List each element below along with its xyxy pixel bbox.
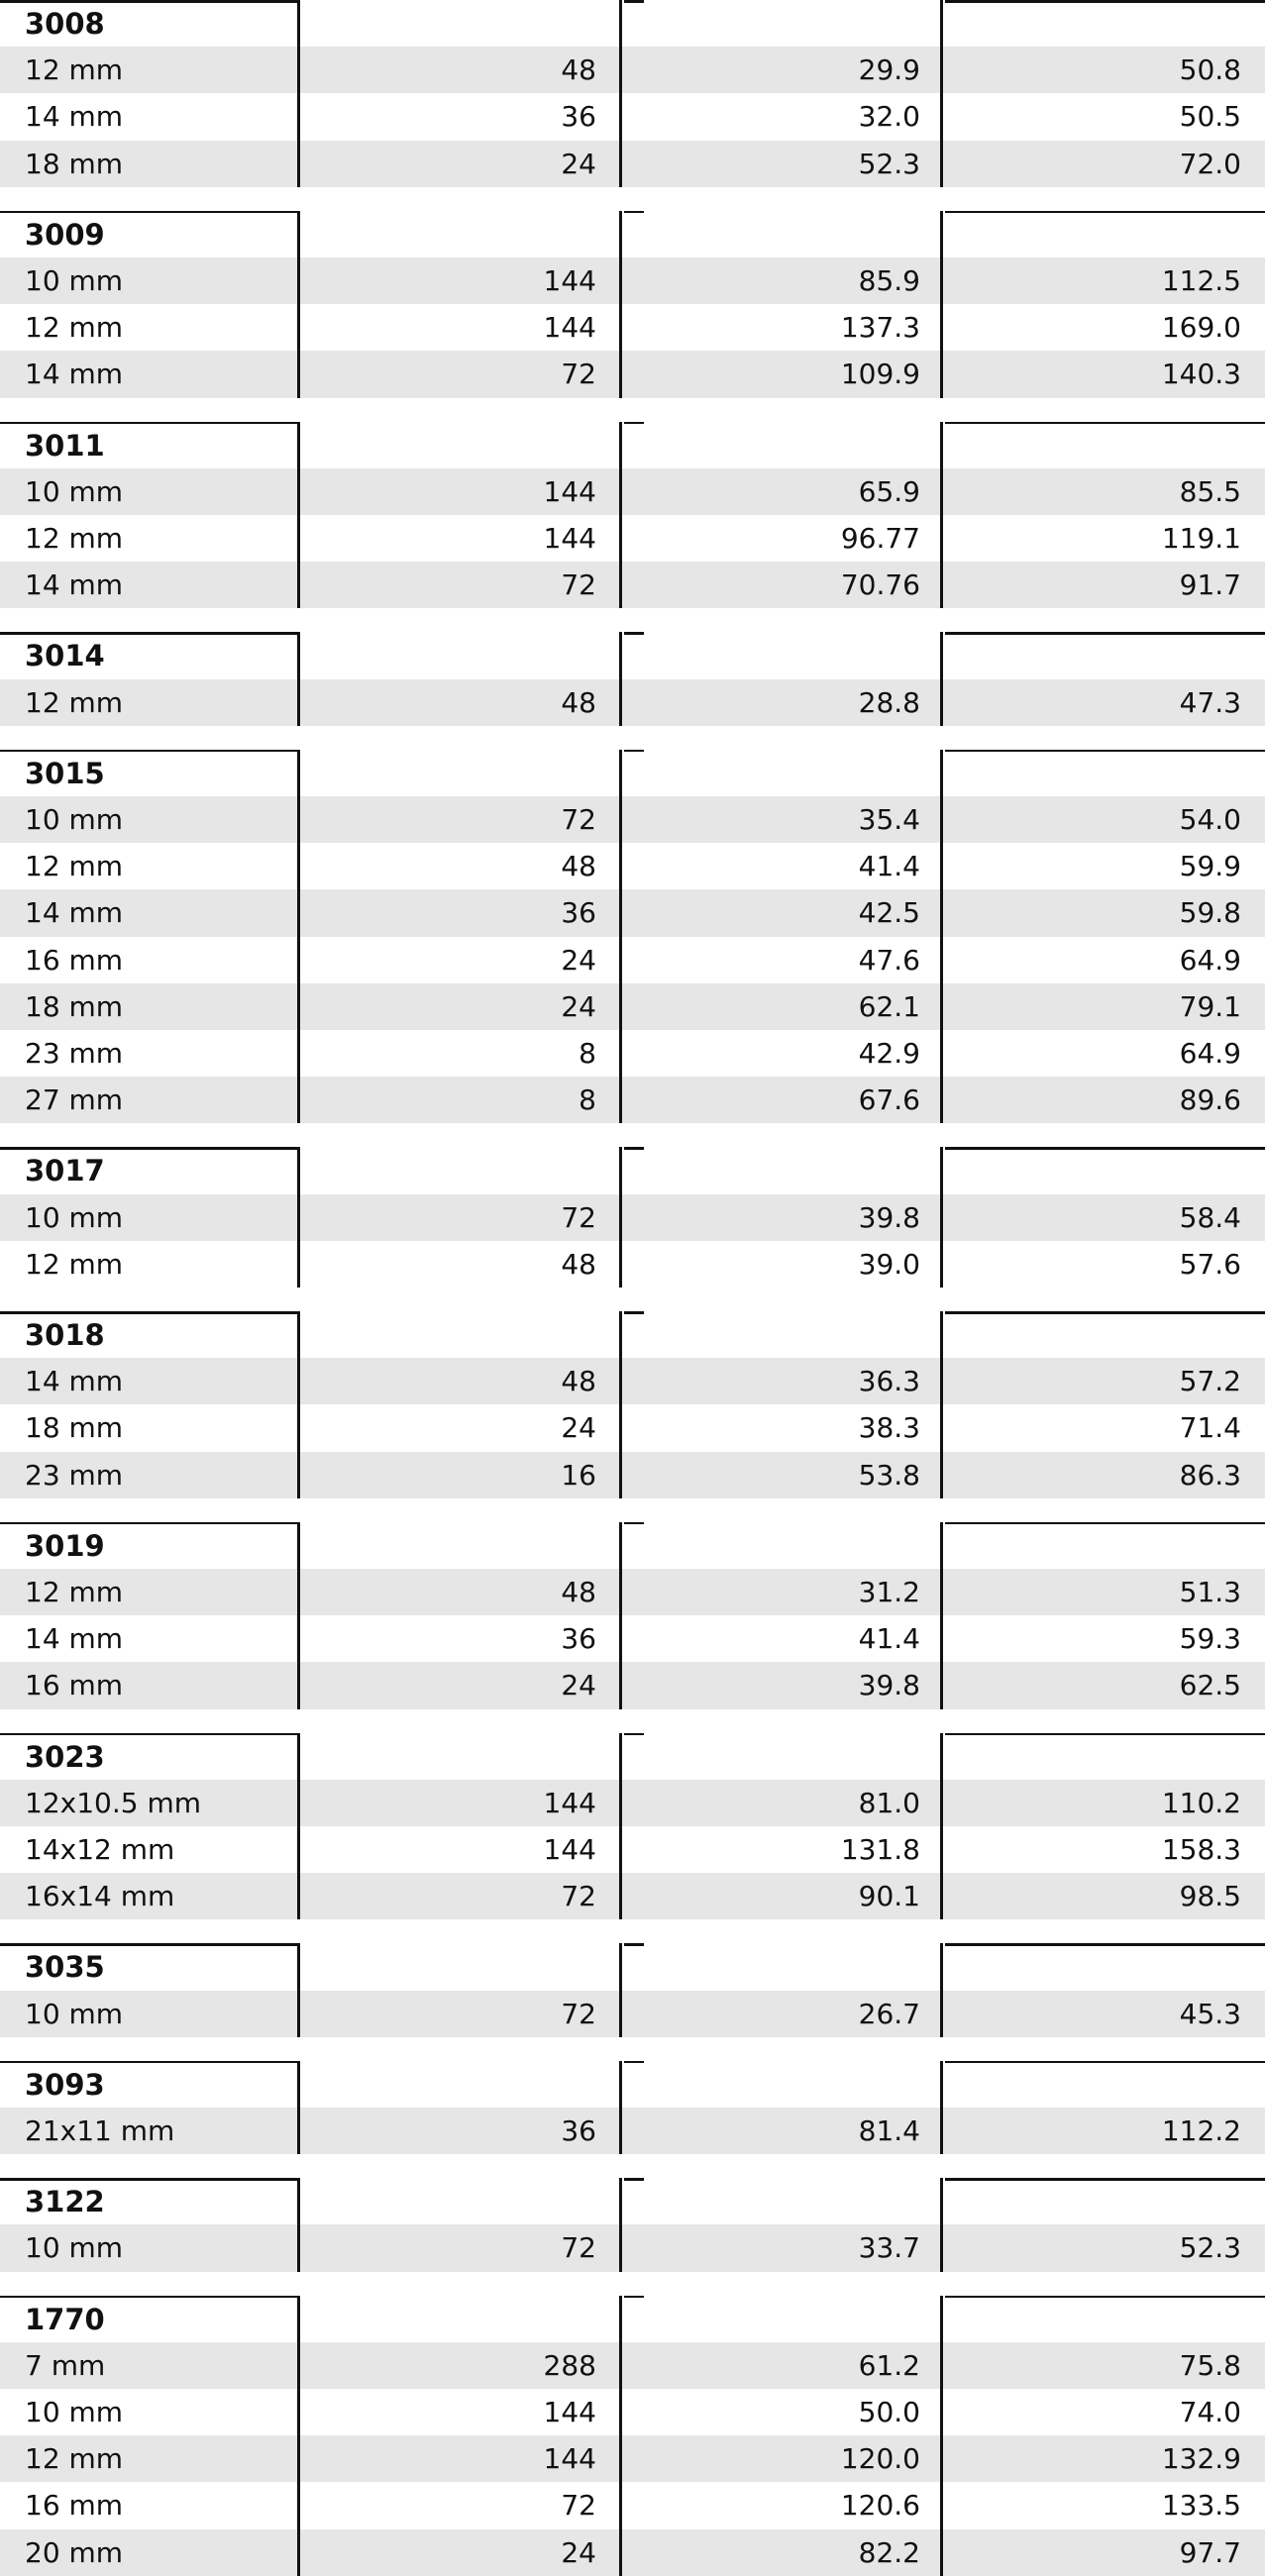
product-group bbox=[0, 1147, 1265, 1288]
group-top-border bbox=[945, 1943, 966, 1946]
column-divider bbox=[619, 1311, 622, 1498]
quantity-cell: 144 bbox=[543, 2395, 596, 2428]
group-top-border bbox=[965, 2178, 1265, 2181]
weight-cell: 61.2 bbox=[858, 2348, 920, 2382]
gross-weight-cell: 62.5 bbox=[1179, 1669, 1241, 1702]
gross-weight-cell: 50.8 bbox=[1179, 53, 1241, 87]
table-row bbox=[0, 93, 1265, 140]
group-top-border bbox=[0, 1147, 299, 1150]
gross-weight-cell: 59.9 bbox=[1179, 850, 1241, 883]
weight-cell: 70.76 bbox=[840, 568, 920, 602]
table-row bbox=[0, 796, 1265, 843]
gross-weight-cell: 112.2 bbox=[1161, 2113, 1241, 2147]
group-top-border bbox=[965, 632, 1265, 635]
table-row bbox=[0, 1873, 1265, 1919]
group-top-border bbox=[624, 1733, 645, 1736]
size-cell: 12 mm bbox=[25, 53, 124, 87]
gross-weight-cell: 64.9 bbox=[1179, 1036, 1241, 1070]
group-code: 3011 bbox=[25, 428, 105, 463]
gross-weight-cell: 75.8 bbox=[1179, 2348, 1241, 2382]
weight-cell: 90.1 bbox=[858, 1880, 920, 1913]
gross-weight-cell: 59.3 bbox=[1179, 1622, 1241, 1656]
column-divider bbox=[297, 1522, 300, 1709]
table-row bbox=[0, 1030, 1265, 1077]
size-cell: 10 mm bbox=[25, 2395, 124, 2428]
column-divider bbox=[619, 2061, 622, 2154]
group-top-border bbox=[0, 750, 299, 753]
table-row bbox=[0, 983, 1265, 1030]
weight-cell: 109.9 bbox=[840, 358, 920, 391]
column-divider bbox=[940, 211, 943, 398]
table-row bbox=[0, 2435, 1265, 2482]
product-group bbox=[0, 2178, 1265, 2271]
product-group bbox=[0, 1733, 1265, 1920]
product-group bbox=[0, 2061, 1265, 2154]
weight-cell: 31.2 bbox=[858, 1575, 920, 1608]
column-divider bbox=[940, 422, 943, 609]
group-top-border bbox=[624, 211, 645, 214]
group-top-border bbox=[945, 1147, 966, 1150]
quantity-cell: 8 bbox=[579, 1036, 596, 1070]
size-cell: 14 mm bbox=[25, 100, 124, 134]
column-divider bbox=[619, 1943, 622, 2036]
size-cell: 10 mm bbox=[25, 474, 124, 508]
size-cell: 18 mm bbox=[25, 147, 124, 180]
table-row bbox=[0, 468, 1265, 515]
group-top-border bbox=[624, 750, 645, 753]
table-row bbox=[0, 1780, 1265, 1826]
size-cell: 7 mm bbox=[25, 2348, 106, 2382]
table-row bbox=[0, 1452, 1265, 1498]
quantity-cell: 144 bbox=[543, 311, 596, 345]
gross-weight-cell: 79.1 bbox=[1179, 989, 1241, 1023]
size-cell: 14x12 mm bbox=[25, 1832, 175, 1866]
group-top-border bbox=[0, 1311, 299, 1314]
column-divider bbox=[297, 632, 300, 725]
quantity-cell: 288 bbox=[543, 2348, 596, 2382]
size-cell: 12x10.5 mm bbox=[25, 1786, 201, 1819]
group-code: 3017 bbox=[25, 1154, 105, 1188]
size-cell: 10 mm bbox=[25, 2231, 124, 2265]
group-code: 3023 bbox=[25, 1739, 105, 1774]
quantity-cell: 48 bbox=[561, 1247, 596, 1281]
group-top-border bbox=[945, 1311, 966, 1314]
gross-weight-cell: 71.4 bbox=[1179, 1411, 1241, 1445]
quantity-cell: 48 bbox=[561, 1365, 596, 1398]
weight-cell: 82.2 bbox=[858, 2535, 920, 2569]
column-divider bbox=[297, 1943, 300, 2036]
group-top-border bbox=[624, 1311, 645, 1314]
group-top-border bbox=[965, 2296, 1265, 2299]
gross-weight-cell: 57.6 bbox=[1179, 1247, 1241, 1281]
size-cell: 12 mm bbox=[25, 311, 124, 345]
size-cell: 12 mm bbox=[25, 521, 124, 555]
column-divider bbox=[297, 2178, 300, 2271]
gross-weight-cell: 169.0 bbox=[1161, 311, 1241, 345]
size-cell: 20 mm bbox=[25, 2535, 124, 2569]
product-group bbox=[0, 632, 1265, 725]
product-group bbox=[0, 211, 1265, 398]
gross-weight-cell: 119.1 bbox=[1161, 521, 1241, 555]
group-top-border bbox=[0, 1522, 299, 1525]
gross-weight-cell: 52.3 bbox=[1179, 2231, 1241, 2265]
product-group bbox=[0, 2296, 1265, 2576]
weight-cell: 41.4 bbox=[858, 850, 920, 883]
weight-cell: 39.8 bbox=[858, 1200, 920, 1234]
column-divider bbox=[619, 422, 622, 609]
column-divider bbox=[940, 1943, 943, 2036]
group-top-border bbox=[0, 1943, 299, 1946]
group-top-border bbox=[965, 1311, 1265, 1314]
quantity-cell: 144 bbox=[543, 1786, 596, 1819]
weight-cell: 29.9 bbox=[858, 53, 920, 87]
quantity-cell: 72 bbox=[561, 1997, 596, 2030]
column-divider bbox=[940, 632, 943, 725]
table-row bbox=[0, 2482, 1265, 2528]
table-row bbox=[0, 141, 1265, 187]
quantity-cell: 36 bbox=[561, 100, 596, 134]
gross-weight-cell: 140.3 bbox=[1161, 358, 1241, 391]
table-row bbox=[0, 47, 1265, 93]
table-row bbox=[0, 679, 1265, 726]
gross-weight-cell: 112.5 bbox=[1161, 263, 1241, 297]
table-row bbox=[0, 1358, 1265, 1404]
group-top-border bbox=[0, 211, 299, 214]
table-row bbox=[0, 937, 1265, 983]
group-top-border bbox=[945, 422, 966, 425]
quantity-cell: 24 bbox=[561, 147, 596, 180]
group-top-border bbox=[0, 1733, 299, 1736]
weight-cell: 137.3 bbox=[840, 311, 920, 345]
column-divider bbox=[619, 750, 622, 1124]
group-code: 3035 bbox=[25, 1950, 105, 1985]
size-cell: 14 mm bbox=[25, 896, 124, 930]
table-row bbox=[0, 843, 1265, 889]
column-divider bbox=[940, 2061, 943, 2154]
table-row bbox=[0, 304, 1265, 351]
group-top-border bbox=[624, 422, 645, 425]
weight-cell: 120.0 bbox=[840, 2442, 920, 2476]
column-divider bbox=[940, 750, 943, 1124]
table-row bbox=[0, 2529, 1265, 2576]
size-cell: 12 mm bbox=[25, 2442, 124, 2476]
quantity-cell: 144 bbox=[543, 2442, 596, 2476]
group-code: 3015 bbox=[25, 756, 105, 790]
group-top-border bbox=[965, 422, 1265, 425]
column-divider bbox=[940, 1311, 943, 1498]
size-cell: 16 mm bbox=[25, 943, 124, 977]
column-divider bbox=[297, 750, 300, 1124]
quantity-cell: 144 bbox=[543, 521, 596, 555]
weight-cell: 65.9 bbox=[858, 474, 920, 508]
group-top-border bbox=[965, 211, 1265, 214]
group-code: 1770 bbox=[25, 2302, 105, 2336]
group-top-border bbox=[945, 750, 966, 753]
size-cell: 18 mm bbox=[25, 989, 124, 1023]
group-top-border bbox=[965, 0, 1265, 3]
quantity-cell: 72 bbox=[561, 802, 596, 836]
size-cell: 12 mm bbox=[25, 1575, 124, 1608]
weight-cell: 32.0 bbox=[858, 100, 920, 134]
group-code: 3019 bbox=[25, 1528, 105, 1563]
quantity-cell: 144 bbox=[543, 263, 596, 297]
quantity-cell: 24 bbox=[561, 2535, 596, 2569]
gross-weight-cell: 50.5 bbox=[1179, 100, 1241, 134]
column-divider bbox=[619, 2178, 622, 2271]
weight-cell: 26.7 bbox=[858, 1997, 920, 2030]
column-divider bbox=[940, 2178, 943, 2271]
column-divider bbox=[940, 2296, 943, 2576]
quantity-cell: 16 bbox=[561, 1458, 596, 1492]
size-cell: 14 mm bbox=[25, 358, 124, 391]
quantity-cell: 72 bbox=[561, 2231, 596, 2265]
weight-cell: 42.9 bbox=[858, 1036, 920, 1070]
table-row bbox=[0, 1404, 1265, 1451]
group-top-border bbox=[624, 1147, 645, 1150]
table-row bbox=[0, 1194, 1265, 1241]
group-top-border bbox=[624, 2178, 645, 2181]
weight-cell: 85.9 bbox=[858, 263, 920, 297]
gross-weight-cell: 110.2 bbox=[1161, 1786, 1241, 1819]
column-divider bbox=[297, 1147, 300, 1288]
weight-cell: 28.8 bbox=[858, 685, 920, 719]
weight-cell: 120.6 bbox=[840, 2489, 920, 2523]
gross-weight-cell: 85.5 bbox=[1179, 474, 1241, 508]
group-top-border bbox=[0, 632, 299, 635]
group-top-border bbox=[965, 2061, 1265, 2064]
group-top-border bbox=[624, 0, 645, 3]
product-group bbox=[0, 0, 1265, 187]
size-cell: 10 mm bbox=[25, 802, 124, 836]
product-group bbox=[0, 750, 1265, 1124]
group-top-border bbox=[624, 632, 645, 635]
column-divider bbox=[619, 1733, 622, 1920]
column-divider bbox=[619, 1522, 622, 1709]
size-cell: 16x14 mm bbox=[25, 1880, 175, 1913]
size-cell: 23 mm bbox=[25, 1036, 124, 1070]
size-cell: 16 mm bbox=[25, 1669, 124, 1702]
weight-cell: 39.0 bbox=[858, 1247, 920, 1281]
column-divider bbox=[297, 1311, 300, 1498]
weight-cell: 96.77 bbox=[840, 521, 920, 555]
gross-weight-cell: 98.5 bbox=[1179, 1880, 1241, 1913]
column-divider bbox=[297, 2296, 300, 2576]
size-cell: 14 mm bbox=[25, 1622, 124, 1656]
group-top-border bbox=[945, 632, 966, 635]
gross-weight-cell: 133.5 bbox=[1161, 2489, 1241, 2523]
group-top-border bbox=[0, 2061, 299, 2064]
quantity-cell: 24 bbox=[561, 943, 596, 977]
quantity-cell: 24 bbox=[561, 1411, 596, 1445]
column-divider bbox=[297, 0, 300, 187]
quantity-cell: 48 bbox=[561, 53, 596, 87]
quantity-cell: 36 bbox=[561, 1622, 596, 1656]
column-divider bbox=[619, 0, 622, 187]
group-top-border bbox=[945, 211, 966, 214]
column-divider bbox=[297, 2061, 300, 2154]
group-top-border bbox=[945, 1522, 966, 1525]
weight-cell: 42.5 bbox=[858, 896, 920, 930]
weight-cell: 39.8 bbox=[858, 1669, 920, 1702]
gross-weight-cell: 51.3 bbox=[1179, 1575, 1241, 1608]
group-code: 3122 bbox=[25, 2185, 105, 2219]
column-divider bbox=[940, 1733, 943, 1920]
table-row bbox=[0, 1662, 1265, 1708]
gross-weight-cell: 59.8 bbox=[1179, 896, 1241, 930]
group-top-border bbox=[945, 1733, 966, 1736]
size-cell: 10 mm bbox=[25, 1200, 124, 1234]
table-row bbox=[0, 1991, 1265, 2037]
gross-weight-cell: 57.2 bbox=[1179, 1365, 1241, 1398]
table-row bbox=[0, 1077, 1265, 1123]
quantity-cell: 72 bbox=[561, 2489, 596, 2523]
table-row bbox=[0, 2342, 1265, 2389]
quantity-cell: 72 bbox=[561, 568, 596, 602]
size-cell: 10 mm bbox=[25, 1997, 124, 2030]
quantity-cell: 8 bbox=[579, 1083, 596, 1117]
quantity-cell: 72 bbox=[561, 1880, 596, 1913]
size-cell: 16 mm bbox=[25, 2489, 124, 2523]
table-row bbox=[0, 889, 1265, 936]
weight-cell: 47.6 bbox=[858, 943, 920, 977]
group-top-border bbox=[0, 2178, 299, 2181]
column-divider bbox=[619, 632, 622, 725]
column-divider bbox=[619, 1147, 622, 1288]
product-group bbox=[0, 422, 1265, 609]
group-top-border bbox=[965, 1943, 1265, 1946]
table-row bbox=[0, 2224, 1265, 2271]
gross-weight-cell: 47.3 bbox=[1179, 685, 1241, 719]
quantity-cell: 72 bbox=[561, 358, 596, 391]
size-cell: 12 mm bbox=[25, 1247, 124, 1281]
quantity-cell: 24 bbox=[561, 989, 596, 1023]
weight-cell: 81.0 bbox=[858, 1786, 920, 1819]
group-top-border bbox=[965, 1522, 1265, 1525]
table-row bbox=[0, 1569, 1265, 1615]
group-code: 3018 bbox=[25, 1318, 105, 1352]
quantity-cell: 36 bbox=[561, 2113, 596, 2147]
column-divider bbox=[297, 211, 300, 398]
group-top-border bbox=[945, 2296, 966, 2299]
size-cell: 14 mm bbox=[25, 1365, 124, 1398]
gross-weight-cell: 54.0 bbox=[1179, 802, 1241, 836]
weight-cell: 38.3 bbox=[858, 1411, 920, 1445]
table-row bbox=[0, 2108, 1265, 2154]
table-row bbox=[0, 562, 1265, 608]
gross-weight-cell: 74.0 bbox=[1179, 2395, 1241, 2428]
quantity-cell: 48 bbox=[561, 685, 596, 719]
table-row bbox=[0, 258, 1265, 304]
quantity-cell: 24 bbox=[561, 1669, 596, 1702]
group-top-border bbox=[965, 1147, 1265, 1150]
group-top-border bbox=[0, 2296, 299, 2299]
table-row bbox=[0, 515, 1265, 562]
weight-cell: 62.1 bbox=[858, 989, 920, 1023]
product-group bbox=[0, 1943, 1265, 2036]
group-top-border bbox=[965, 750, 1265, 753]
weight-cell: 35.4 bbox=[858, 802, 920, 836]
size-cell: 14 mm bbox=[25, 568, 124, 602]
group-top-border bbox=[624, 1943, 645, 1946]
group-code: 3009 bbox=[25, 217, 105, 252]
size-cell: 10 mm bbox=[25, 263, 124, 297]
group-top-border bbox=[624, 2061, 645, 2064]
size-cell: 23 mm bbox=[25, 1458, 124, 1492]
gross-weight-cell: 72.0 bbox=[1179, 147, 1241, 180]
column-divider bbox=[940, 1522, 943, 1709]
size-cell: 27 mm bbox=[25, 1083, 124, 1117]
group-top-border bbox=[945, 2061, 966, 2064]
gross-weight-cell: 97.7 bbox=[1179, 2535, 1241, 2569]
group-top-border bbox=[0, 0, 299, 3]
table-row bbox=[0, 2389, 1265, 2435]
weight-cell: 52.3 bbox=[858, 147, 920, 180]
column-divider bbox=[297, 422, 300, 609]
gross-weight-cell: 45.3 bbox=[1179, 1997, 1241, 2030]
gross-weight-cell: 64.9 bbox=[1179, 943, 1241, 977]
column-divider bbox=[940, 1147, 943, 1288]
group-top-border bbox=[0, 422, 299, 425]
column-divider bbox=[940, 0, 943, 187]
quantity-cell: 144 bbox=[543, 1832, 596, 1866]
quantity-cell: 36 bbox=[561, 896, 596, 930]
column-divider bbox=[619, 211, 622, 398]
weight-cell: 131.8 bbox=[840, 1832, 920, 1866]
gross-weight-cell: 58.4 bbox=[1179, 1200, 1241, 1234]
group-top-border bbox=[945, 0, 966, 3]
quantity-cell: 72 bbox=[561, 1200, 596, 1234]
group-code: 3008 bbox=[25, 7, 105, 41]
group-code: 3014 bbox=[25, 639, 105, 673]
gross-weight-cell: 86.3 bbox=[1179, 1458, 1241, 1492]
size-cell: 21x11 mm bbox=[25, 2113, 175, 2147]
table-row bbox=[0, 1241, 1265, 1288]
column-divider bbox=[619, 2296, 622, 2576]
group-code: 3093 bbox=[25, 2067, 105, 2102]
group-top-border bbox=[624, 2296, 645, 2299]
weight-cell: 41.4 bbox=[858, 1622, 920, 1656]
quantity-cell: 48 bbox=[561, 1575, 596, 1608]
table-row bbox=[0, 1826, 1265, 1873]
quantity-cell: 48 bbox=[561, 850, 596, 883]
table-row bbox=[0, 1615, 1265, 1662]
product-group bbox=[0, 1311, 1265, 1498]
column-divider bbox=[297, 1733, 300, 1920]
weight-cell: 33.7 bbox=[858, 2231, 920, 2265]
gross-weight-cell: 89.6 bbox=[1179, 1083, 1241, 1117]
group-top-border bbox=[624, 1522, 645, 1525]
size-cell: 12 mm bbox=[25, 685, 124, 719]
size-cell: 12 mm bbox=[25, 850, 124, 883]
quantity-cell: 144 bbox=[543, 474, 596, 508]
gross-weight-cell: 91.7 bbox=[1179, 568, 1241, 602]
weight-cell: 36.3 bbox=[858, 1365, 920, 1398]
gross-weight-cell: 132.9 bbox=[1161, 2442, 1241, 2476]
table-row bbox=[0, 351, 1265, 397]
gross-weight-cell: 158.3 bbox=[1161, 1832, 1241, 1866]
size-cell: 18 mm bbox=[25, 1411, 124, 1445]
weight-cell: 53.8 bbox=[858, 1458, 920, 1492]
weight-cell: 50.0 bbox=[858, 2395, 920, 2428]
group-top-border bbox=[965, 1733, 1265, 1736]
weight-cell: 81.4 bbox=[858, 2113, 920, 2147]
weight-cell: 67.6 bbox=[858, 1083, 920, 1117]
group-top-border bbox=[945, 2178, 966, 2181]
product-group bbox=[0, 1522, 1265, 1709]
